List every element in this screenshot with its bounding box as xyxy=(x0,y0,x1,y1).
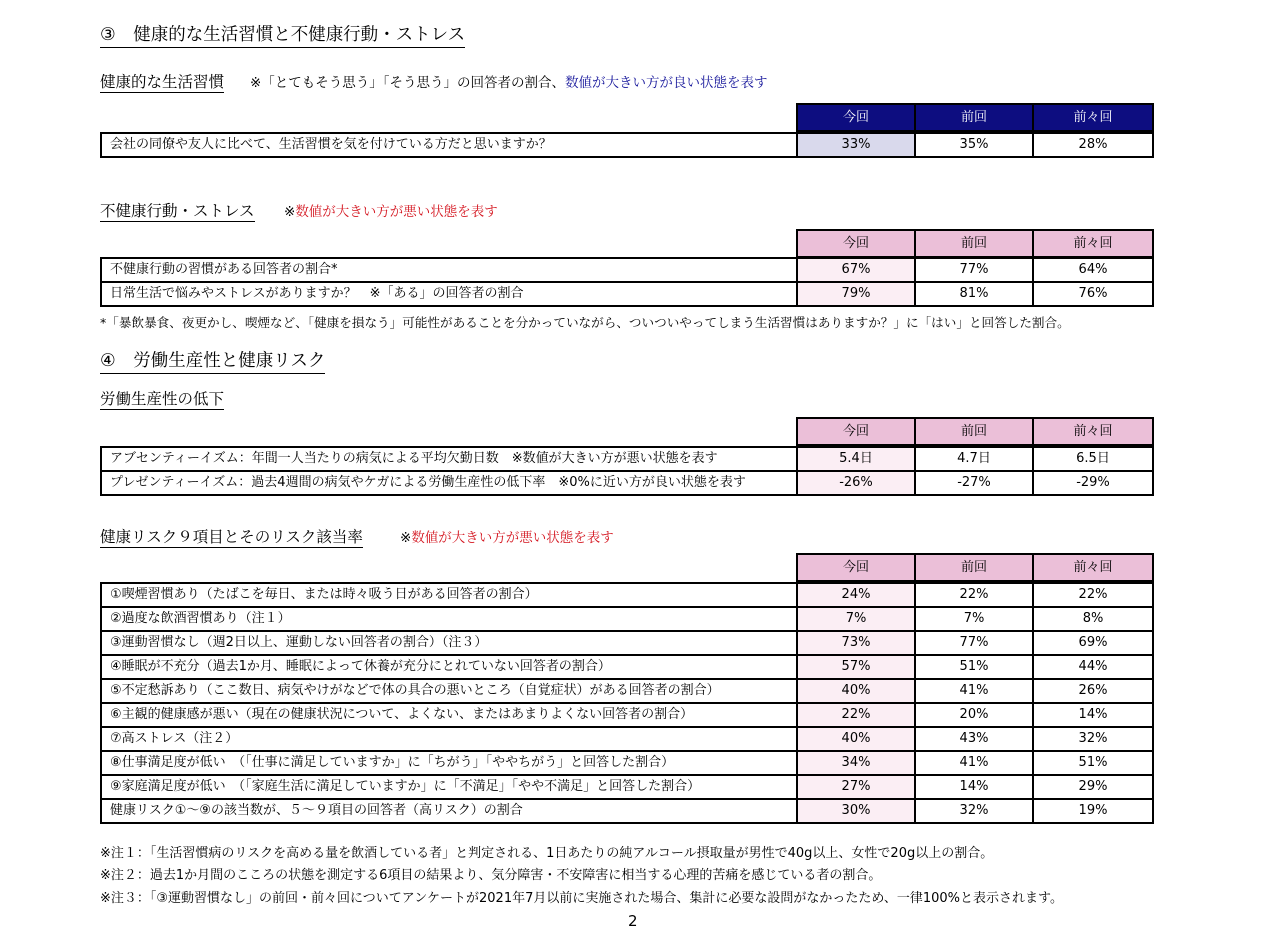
value-current: 30% xyxy=(797,799,915,823)
value-before-previous: 28% xyxy=(1033,133,1153,157)
healthy-header-table xyxy=(796,103,1154,132)
row-label: ①喫煙習慣あり（たばこを毎日、または時々吸う日がある回答者の割合） xyxy=(101,583,797,607)
value-previous: -27% xyxy=(915,471,1033,495)
value-previous: 35% xyxy=(915,133,1033,157)
section4-title: ④ 労働生産性と健康リスク xyxy=(100,350,325,374)
table-row xyxy=(101,447,1153,471)
risk-note-2: ※注２：過去1か月間のこころの状態を測定する6項目の結果より、気分障害・不安障害に相当する心理的苦痛を感じている者の割合。 xyxy=(100,868,882,883)
value-before-previous: 76% xyxy=(1033,282,1153,306)
value-before-previous: 19% xyxy=(1033,799,1153,823)
value-before-previous: 8% xyxy=(1033,607,1153,631)
unhealthy-note-emphasis: 数値が大きい方が悪い状態を表す xyxy=(295,204,498,220)
row-label: ⑥主観的健康感が悪い（現在の健康状況について、よくない、またはあまりよくない回答者の割合） xyxy=(101,703,797,727)
value-previous: 32% xyxy=(915,799,1033,823)
page-number: 2 xyxy=(628,912,638,930)
value-current: 33% xyxy=(797,133,915,157)
unhealthy-table xyxy=(100,257,1154,307)
table-row xyxy=(101,607,1153,631)
value-current: 7% xyxy=(797,607,915,631)
row-label: ③運動習慣なし（週2日以上、運動しない回答者の割合）（注３） xyxy=(101,631,797,655)
value-before-previous: 29% xyxy=(1033,775,1153,799)
value-previous: 51% xyxy=(915,655,1033,679)
value-before-previous: 14% xyxy=(1033,703,1153,727)
header-previous: 前回 xyxy=(915,554,1033,581)
risk-heading: 健康リスク９項目とそのリスク該当率 xyxy=(100,528,363,546)
unhealthy-footnote: *「暴飲暴食、夜更かし、喫煙など、「健康を損なう」可能性があることを分かっていながら、ついついやってしまう生活習慣はありますか？」に「はい」と回答した割合。 xyxy=(100,315,1070,330)
table-row xyxy=(101,133,1153,157)
table-row xyxy=(101,775,1153,799)
risk-note-emphasis: 数値が大きい方が悪い状態を表す xyxy=(411,530,614,546)
header-before-previous: 前々回 xyxy=(1033,104,1153,131)
value-before-previous: 32% xyxy=(1033,727,1153,751)
header-previous: 前回 xyxy=(915,230,1033,257)
row-label: プレゼンティーイズム：過去4週間の病気やケガによる労働生産性の低下率 ※0%に近い方が良い状態を表す xyxy=(101,471,797,495)
table-row xyxy=(101,799,1153,823)
value-before-previous: 26% xyxy=(1033,679,1153,703)
value-current: 67% xyxy=(797,258,915,282)
value-previous: 22% xyxy=(915,583,1033,607)
row-label: ⑤不定愁訴あり（ここ数日、病気やけがなどで体の具合の悪いところ（自覚症状）がある回答者の割合） xyxy=(101,679,797,703)
row-label: ⑦高ストレス（注２） xyxy=(101,727,797,751)
value-current: 5.4日 xyxy=(797,447,915,471)
productivity-heading: 労働生産性の低下 xyxy=(100,390,225,408)
value-previous: 7% xyxy=(915,607,1033,631)
value-before-previous: 6.5日 xyxy=(1033,447,1153,471)
table-row xyxy=(101,631,1153,655)
risk-table xyxy=(100,582,1154,824)
value-current: 40% xyxy=(797,727,915,751)
productivity-table xyxy=(100,446,1154,496)
header-before-previous: 前々回 xyxy=(1033,554,1153,581)
value-current: -26% xyxy=(797,471,915,495)
value-before-previous: -29% xyxy=(1033,471,1153,495)
healthy-note-prefix: ※「とてもそう思う」「そう思う」の回答者の割合、 xyxy=(250,75,566,91)
value-current: 27% xyxy=(797,775,915,799)
table-row xyxy=(101,703,1153,727)
risk-note-prefix: ※ xyxy=(400,530,412,546)
healthy-habits-note xyxy=(250,74,768,92)
table-row xyxy=(101,282,1153,306)
unhealthy-heading: 不健康行動・ストレス xyxy=(100,202,255,220)
header-previous: 前回 xyxy=(915,418,1033,445)
value-current: 34% xyxy=(797,751,915,775)
header-current: 今回 xyxy=(797,230,915,257)
header-current: 今回 xyxy=(797,104,915,131)
row-label: 日常生活で悩みやストレスがありますか？ ※「ある」の回答者の割合 xyxy=(101,282,797,306)
row-label: ④睡眠が不充分（過去1か月、睡眠によって休養が充分にとれていない回答者の割合） xyxy=(101,655,797,679)
value-current: 73% xyxy=(797,631,915,655)
risk-header-table xyxy=(796,553,1154,582)
risk-note xyxy=(400,529,614,547)
header-before-previous: 前々回 xyxy=(1033,418,1153,445)
value-before-previous: 69% xyxy=(1033,631,1153,655)
table-row xyxy=(101,727,1153,751)
header-current: 今回 xyxy=(797,418,915,445)
unhealthy-header-table xyxy=(796,229,1154,258)
table-row xyxy=(101,258,1153,282)
value-previous: 41% xyxy=(915,751,1033,775)
value-before-previous: 51% xyxy=(1033,751,1153,775)
row-label: ⑨家庭満足度が低い （「家庭生活に満足していますか」に「不満足」「やや不満足」と回答した割合） xyxy=(101,775,797,799)
row-label: 会社の同僚や友人に比べて、生活習慣を気を付けている方だと思いますか？ xyxy=(101,133,797,157)
header-previous: 前回 xyxy=(915,104,1033,131)
value-previous: 77% xyxy=(915,258,1033,282)
value-current: 57% xyxy=(797,655,915,679)
section3-title: ③ 健康的な生活習慣と不健康行動・ストレス xyxy=(100,24,465,48)
value-previous: 14% xyxy=(915,775,1033,799)
row-label: 不健康行動の習慣がある回答者の割合* xyxy=(101,258,797,282)
row-label: ⑧仕事満足度が低い （「仕事に満足していますか」に「ちがう」「ややちがう」と回答した割合） xyxy=(101,751,797,775)
row-label: 健康リスク①～⑨の該当数が、５～９項目の回答者（高リスク）の割合 xyxy=(101,799,797,823)
value-before-previous: 22% xyxy=(1033,583,1153,607)
header-before-previous: 前々回 xyxy=(1033,230,1153,257)
healthy-note-emphasis: 数値が大きい方が良い状態を表す xyxy=(565,75,768,91)
value-previous: 77% xyxy=(915,631,1033,655)
value-previous: 43% xyxy=(915,727,1033,751)
unhealthy-note xyxy=(284,203,498,221)
row-label: ②過度な飲酒習慣あり（注１） xyxy=(101,607,797,631)
healthy-habits-heading: 健康的な生活習慣 xyxy=(100,73,225,91)
table-row xyxy=(101,655,1153,679)
productivity-header-table xyxy=(796,417,1154,446)
healthy-table xyxy=(100,132,1154,158)
value-previous: 41% xyxy=(915,679,1033,703)
table-row xyxy=(101,751,1153,775)
table-row xyxy=(101,583,1153,607)
value-current: 22% xyxy=(797,703,915,727)
risk-note-3: ※注３：「③運動習慣なし」の前回・前々回についてアンケートが2021年7月以前に実施された場合、集計に必要な設問がなかったため、一律100%と表示されます。 xyxy=(100,891,1063,906)
value-before-previous: 64% xyxy=(1033,258,1153,282)
value-current: 40% xyxy=(797,679,915,703)
value-previous: 81% xyxy=(915,282,1033,306)
table-row xyxy=(101,471,1153,495)
row-label: アブセンティーイズム：年間一人当たりの病気による平均欠勤日数 ※数値が大きい方が悪い状態を表す xyxy=(101,447,797,471)
risk-note-1: ※注１：「生活習慣病のリスクを高める量を飲酒している者」と判定される、1日あたりの純アルコール摂取量が男性で40g以上、女性で20g以上の割合。 xyxy=(100,846,994,861)
value-before-previous: 44% xyxy=(1033,655,1153,679)
value-previous: 4.7日 xyxy=(915,447,1033,471)
header-current: 今回 xyxy=(797,554,915,581)
unhealthy-note-prefix: ※ xyxy=(284,204,296,220)
value-current: 79% xyxy=(797,282,915,306)
table-row xyxy=(101,679,1153,703)
value-previous: 20% xyxy=(915,703,1033,727)
value-current: 24% xyxy=(797,583,915,607)
